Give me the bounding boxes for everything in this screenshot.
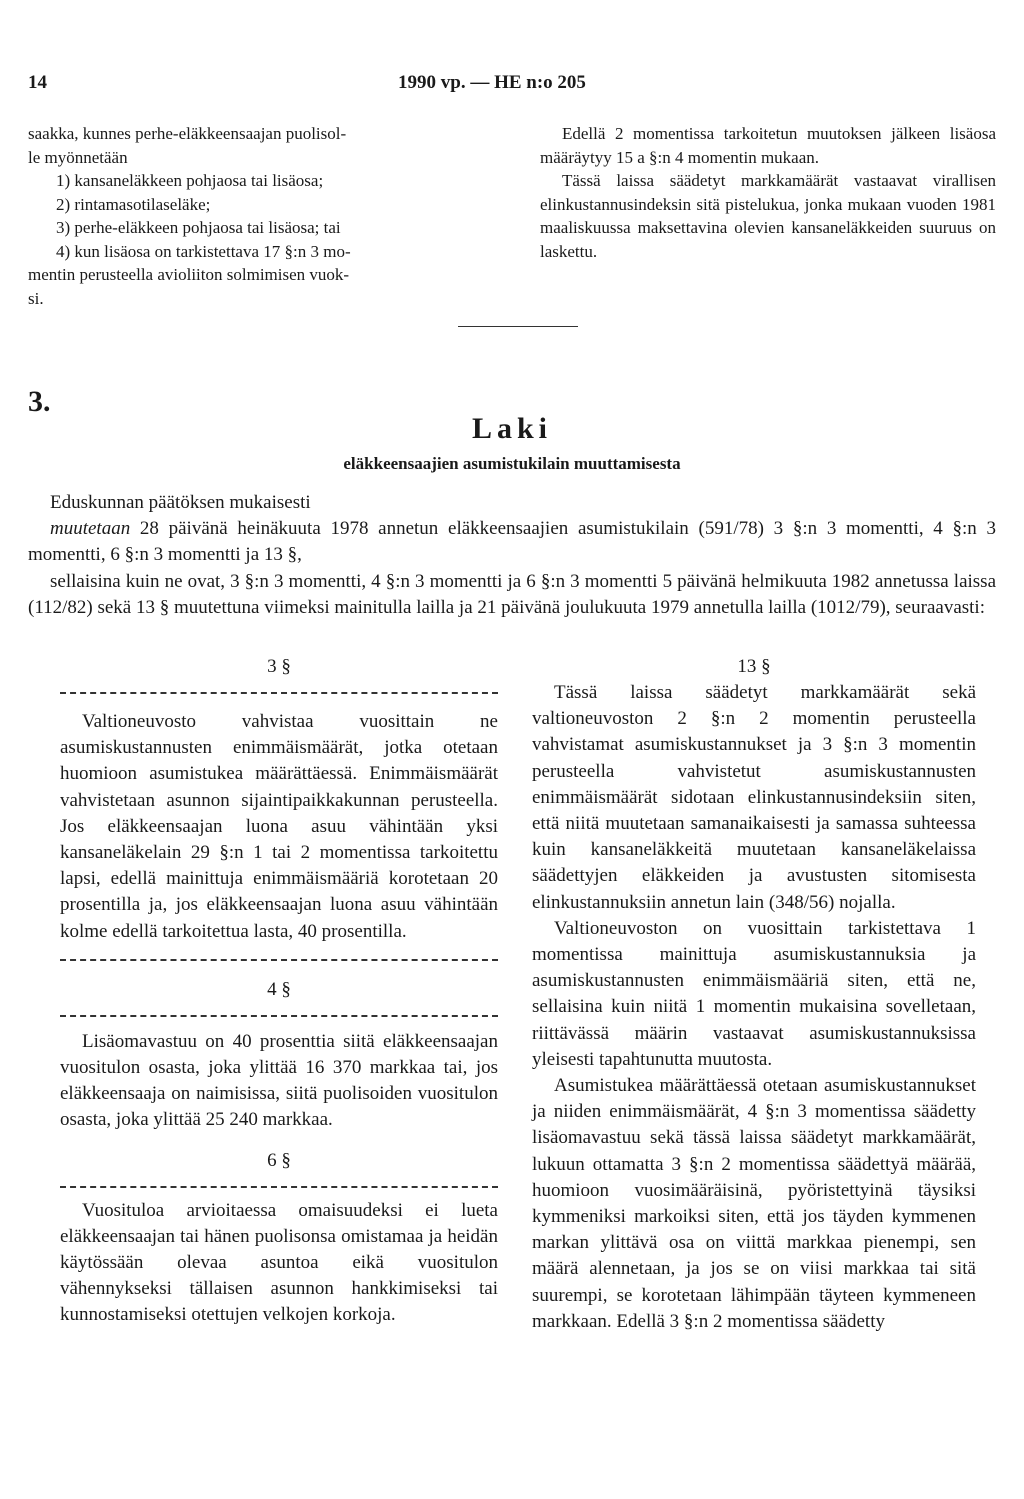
law-number: 3. xyxy=(28,385,51,418)
preamble-amend xyxy=(28,516,996,568)
law-subtitle: eläkkeensaajien asumistukilain muuttamisesta xyxy=(343,454,681,473)
right-column xyxy=(532,654,976,1335)
section-13-paragraph: Valtioneuvoston on vuosittain tarkistettava 1 momentissa mainittuja asumiskustannuksia ja asumiskustannusten enimmäismääriä siten, että ne, sellaisina kuin niitä 1 momentin mukaisina sovelletaan, riittävässä määrin vastaavat asumiskustannuksissa yleisesti tapahtunutta muutosta. xyxy=(532,917,976,1070)
end-rule xyxy=(458,326,578,327)
section-6-text: Vuosituloa arvioitaessa omaisuudeksi ei lueta eläkkeensaajan tai hänen puolisonsa omistamaa ja heidän käytössään olevaa asuntoa eikä vuositulon vähennykseksi tällaisen asunnon hankkimiseksi tai kunnostamiseksi otettujen velkojen korkoja. xyxy=(60,1199,498,1326)
prev-law-right-paragraph: Edellä 2 momentissa tarkoitetun muutoksen jälkeen lisäosa määräytyy 15 a §:n 4 momentin mukaan. xyxy=(540,124,996,167)
amend-text: 28 päivänä heinäkuuta 1978 annetun eläkkeensaajien asumistukilain (591/78) 3 §:n 3 momentti, 4 §:n 3 momentti, 6 §:n 3 momentti ja 13 §, xyxy=(28,518,996,566)
running-title: 1990 vp. — HE n:o 205 xyxy=(398,72,586,93)
prev-law-left-line: 2) rintamasotilaseläke; xyxy=(56,194,211,214)
prev-law-left-line: le myönnetään xyxy=(28,147,128,167)
preamble-line: sellaisina kuin ne ovat, 3 §:n 3 momentti, 4 §:n 3 momentti ja 6 §:n 3 momentti 5 päivänä helmikuuta 1982 annetussa laissa (112/82) sekä 13 § muutettuna viimeksi mainitulla lailla ja 21 päivänä joulukuuta 1979 annetulla lailla (1012/79), seuraavasti: xyxy=(28,570,996,618)
prev-law-left-column xyxy=(28,122,500,310)
omission-marker xyxy=(60,1015,498,1017)
section-13-paragraph: Tässä laissa säädetyt markkamäärät sekä valtioneuvoston 2 §:n 2 momentin perusteella vahvistamat asumiskustannukset ja 3 §:n 3 momentin perusteella vahvistetut asumiskustannusten enimmäismäärät sidotaan elinkustannusindeksiin siten, että niitä muutetaan samanaikaisesti ja samassa suhteessa kuin kansaneläkkeitä muutetaan kansaneläkelaissa säädettyjen eläkkeiden ja avustusten sitomisesta elinkustannuksiin annetun lain (348/56) nojalla. xyxy=(532,682,976,913)
omission-marker xyxy=(60,959,498,961)
section-4-text: Lisäomavastuu on 40 prosenttia siitä eläkkeensaajan vuositulon osasta, joka ylittää 16 370 markkaa tai, jos eläkkeensaaja on naimisissa, siitä puolisoiden vuositulon osasta, joka ylittää 25 240 markkaa. xyxy=(60,1030,498,1131)
section-heading-13: 13 § xyxy=(737,656,771,677)
prev-law-left-line: si. xyxy=(28,288,44,308)
preamble-line: Eduskunnan päätöksen mukaisesti xyxy=(50,492,311,513)
left-column xyxy=(60,654,498,1329)
section-heading-6: 6 § xyxy=(267,1149,291,1171)
law-title: Laki xyxy=(471,412,553,445)
section-13-paragraph: Asumistukea määrättäessä otetaan asumiskustannukset ja niiden enimmäismäärät, 4 §:n 3 momentissa säädetty lisäomavastuu sekä tässä laissa säädetyt markkamäärät, lukuun ottamatta 3 §:n 2 momentissa säädettyä määrää, huomioon vuosimääräisinä, pyöristettyinä täysiksi kymmeniksi markoiksi siten, että jos täyden kymmenen markan ylittävä osa on viittä markkaa pienempi, sen määrä alennetaan, ja jos se on viisi markkaa tai sitä suurempi, se korotetaan lähimpään täyteen kymmeneen markkaan. Edellä 3 §:n 2 momentissa säädetty xyxy=(532,1075,976,1332)
amend-verb: muutetaan xyxy=(50,518,131,540)
prev-law-right-paragraph: Tässä laissa säädetyt markkamäärät vastaavat virallisen elinkustannusindeksin sitä pistelukua, jonka mukaan vuoden 1981 maaliskuussa maksettavina olevien kansaneläkkeiden suuruus on laskettu. xyxy=(540,171,996,261)
prev-law-left-line: 4) kun lisäosa on tarkistettava 17 §:n 3 mo- xyxy=(56,241,351,261)
prev-law-right-column xyxy=(540,122,996,263)
prev-law-left-line: 1) kansaneläkkeen pohjaosa tai lisäosa; xyxy=(56,171,324,190)
section-3-text: Valtioneuvosto vahvistaa vuosittain ne asumiskustannusten enimmäismäärät, jotka otetaan huomioon asumistukea määrättäessä. Enimmäismäärät vahvistetaan asunnon sijaintipaikkakunnan perusteella. Jos eläkkeensaajan luona asuu vähintään yksi kansaneläkelain 29 §:n 1 tai 2 momentissa tarkoitettu lapsi, edellä mainittuja enimmäismääriä korotetaan 20 prosentilla ja, jos eläkkeensaajan luona asuu vähintään kolme edellä tarkoitettua lasta, 40 prosentilla. xyxy=(60,711,498,942)
prev-law-left-line: saakka, kunnes perhe-eläkkeensaajan puolisol- xyxy=(28,124,347,143)
page-number: 14 xyxy=(28,72,47,93)
prev-law-left-line: mentin perusteella avioliiton solmimisen vuok- xyxy=(28,265,350,284)
section-heading-4: 4 § xyxy=(267,978,291,1000)
omission-marker xyxy=(60,692,498,694)
preamble xyxy=(28,490,996,621)
prev-law-left-line: 3) perhe-eläkkeen pohjaosa tai lisäosa; tai xyxy=(56,218,341,237)
section-heading-3: 3 § xyxy=(267,656,291,677)
omission-marker xyxy=(60,1186,498,1188)
